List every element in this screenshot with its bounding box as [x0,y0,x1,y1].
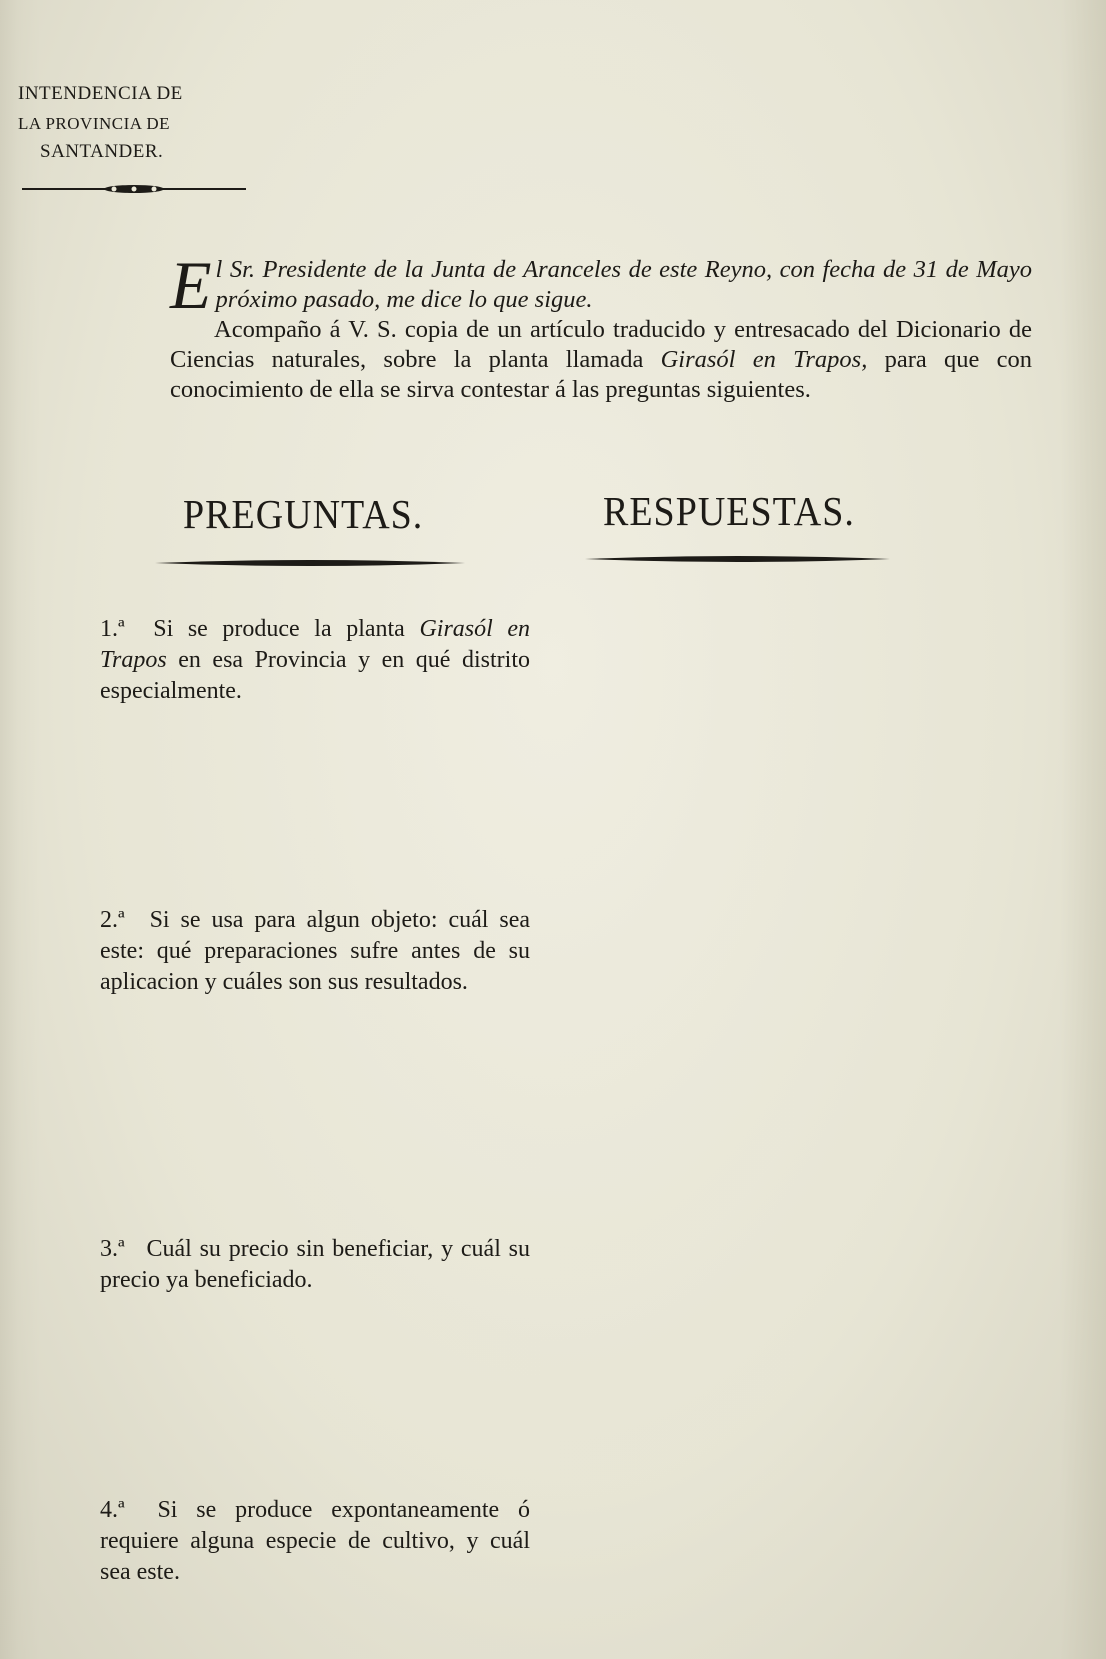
drop-cap: E [170,247,212,323]
header-line-1: INTENDENCIA DE [18,83,183,104]
question-number: 3.ª [100,1236,125,1262]
intro-italic-text: l Sr. Presidente de la Junta de Aranceles de este Reyno, con fecha de 31 de Mayo próximo pasado, me dice lo que sigue. [215,256,1032,313]
question-4 [100,1495,530,1588]
question-1 [100,614,530,707]
intro-paragraph-start: Acompaño á V. S. copia de un artículo traducido y entresacado del Dicionario de Ciencias naturales, sobre la planta llamada [170,316,1032,373]
question-text: Si se produce la planta [153,616,405,642]
question-number: 4.ª [100,1497,125,1523]
header-line-3: SANTANDER. [40,141,164,162]
header-line-2: LA PROVINCIA DE [18,114,171,133]
intro-paragraph-end: para que con conocimiento de ella se sirva contestar á las preguntas siguientes. [170,346,1033,403]
header-ornament-rule [22,182,246,196]
question-number: 1.ª [100,616,125,642]
question-text-after: en esa Provincia y en qué distrito especialmente. [100,647,530,704]
intro-letter [170,247,1033,405]
answers-heading-rule [585,552,890,566]
question-text: Cuál su precio sin beneficiar, y cuál su precio ya beneficiado. [100,1236,531,1293]
question-italic: Girasól en Trapos [100,616,531,673]
question-text: Si se usa para algun objeto: cuál sea este: qué preparaciones sufre antes de su aplicacion y cuáles son sus resultados. [100,907,531,995]
question-text: Si se produce expontaneamente ó requiere alguna especie de cultivo, y cuál sea este. [100,1497,530,1585]
question-3 [100,1234,530,1296]
question-2 [100,905,530,998]
answers-heading: RESPUESTAS. [603,489,855,535]
question-number: 2.ª [100,907,125,933]
questions-heading: PREGUNTAS. [183,492,424,538]
plant-name: Girasól en Trapos, [660,346,868,373]
questions-heading-rule [155,556,465,570]
